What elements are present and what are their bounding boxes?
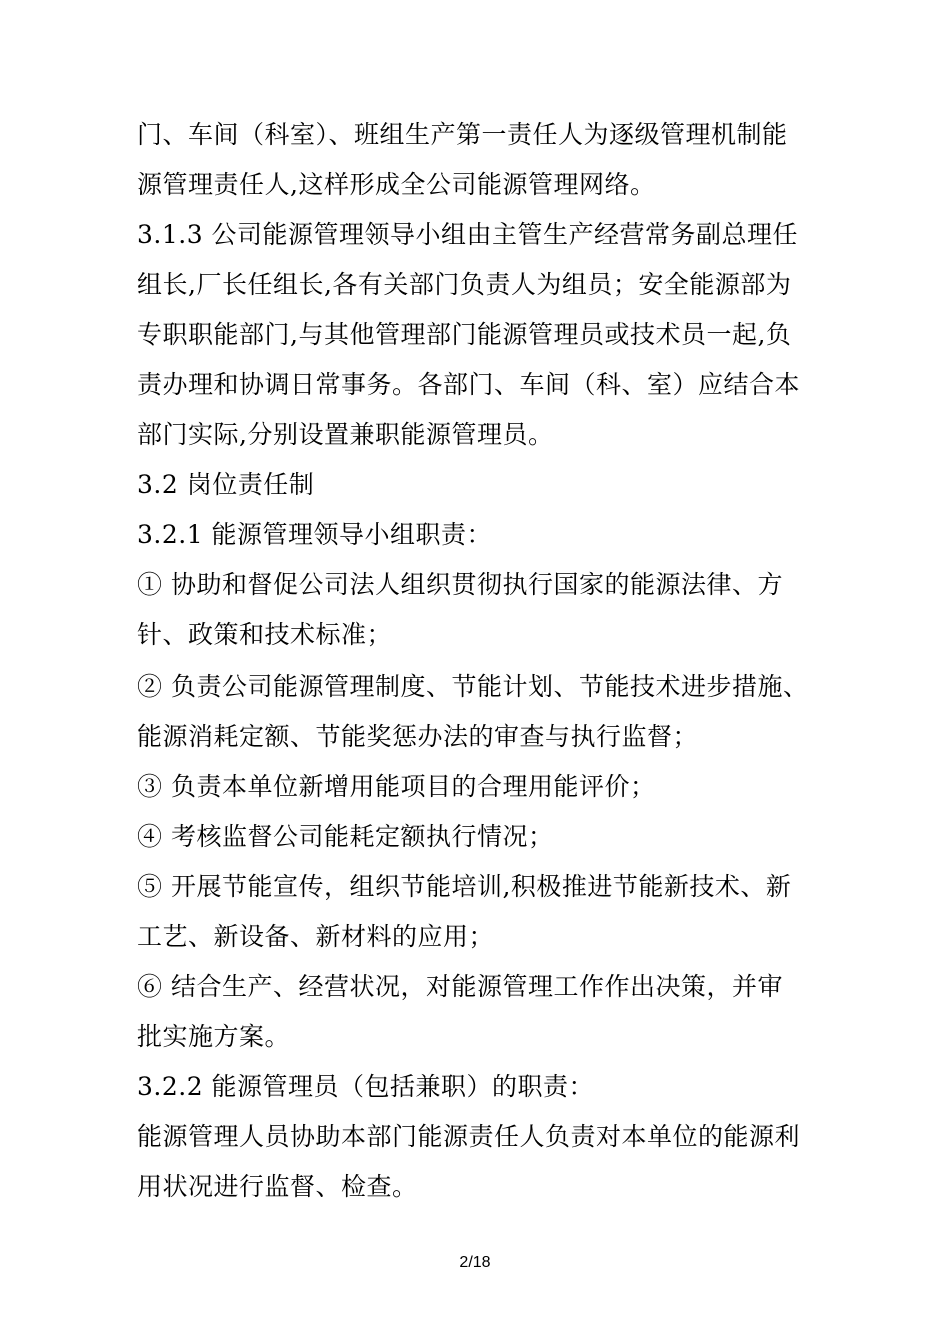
text-line: 用状况进行监督、检查。 [137, 1172, 418, 1201]
list-item: ③ 负责本单位新增用能项目的合理用能评价； [137, 772, 656, 801]
section-heading: 3.2 岗位责任制 [137, 470, 315, 499]
text-line: 专职职能部门,与其他管理部门能源管理员或技术员一起,负 [137, 320, 792, 349]
list-item: ② 负责公司能源管理制度、节能计划、节能技术进步措施、 [137, 672, 809, 701]
text-line: 责办理和协调日常事务。各部门、车间（科、室）应结合本 [137, 370, 801, 399]
list-item: ⑤ 开展节能宣传，组织节能培训,积极推进节能新技术、新 [137, 872, 792, 901]
text-line: 门、车间（科室）、班组生产第一责任人为逐级管理机制能 [137, 120, 788, 149]
subsection-heading: 3.2.2 能源管理员（包括兼职）的职责： [137, 1072, 595, 1101]
subsection-heading: 3.2.1 能源管理领导小组职责： [137, 520, 493, 549]
text-line: 组长,厂长任组长,各有关部门负责人为组员；安全能源部为 [137, 270, 792, 299]
text-line: 部门实际,分别设置兼职能源管理员。 [137, 420, 554, 449]
list-item: ① 协助和督促公司法人组织贯彻执行国家的能源法律、方 [137, 570, 783, 599]
text-line: 源管理责任人,这样形成全公司能源管理网络。 [137, 170, 656, 199]
list-item: ⑥ 结合生产、经营状况，对能源管理工作作出决策，并审 [137, 972, 783, 1001]
list-item-continuation: 工艺、新设备、新材料的应用； [137, 922, 495, 951]
list-item-continuation: 能源消耗定额、节能奖惩办法的审查与执行监督； [137, 722, 699, 751]
page-number: 2/18 [459, 1254, 491, 1271]
text-line: 3.1.3 公司能源管理领导小组由主管生产经营常务副总理任 [137, 220, 799, 249]
list-item-continuation: 批实施方案。 [137, 1022, 291, 1051]
list-item-continuation: 针、政策和技术标准； [137, 620, 393, 649]
list-item: ④ 考核监督公司能耗定额执行情况； [137, 822, 554, 851]
text-line: 能源管理人员协助本部门能源责任人负责对本单位的能源利 [137, 1122, 801, 1151]
